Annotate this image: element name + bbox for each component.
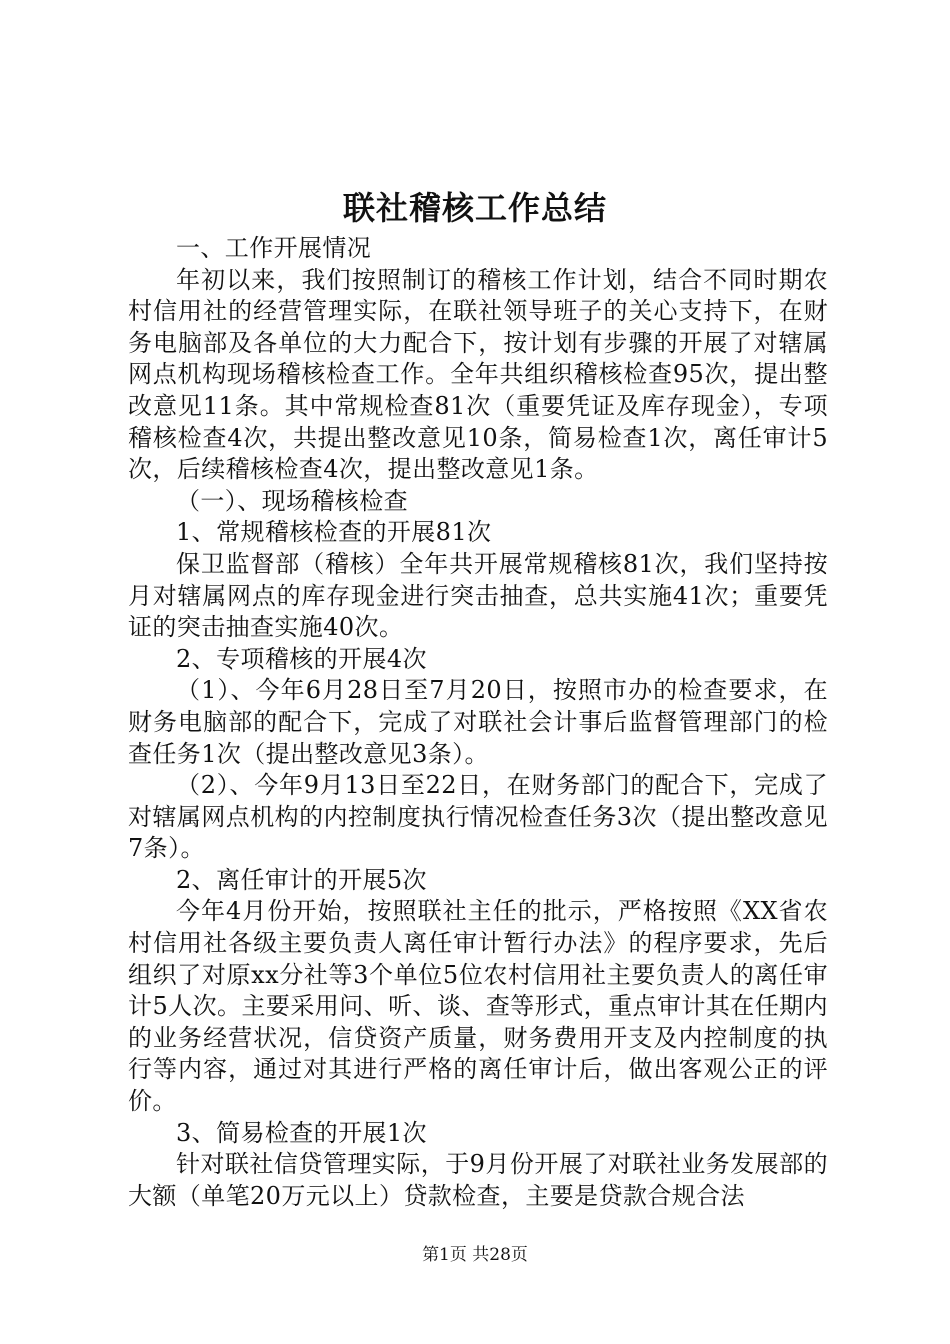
document-title: 联社稽核工作总结	[342, 189, 607, 227]
body-paragraph: 年初以来，我们按照制订的稽核工作计划，结合不同时期农村信用社的经营管理实际，在联社领导班子的关心支持下，在财务电脑部及各单位的大力配合下，按计划有步骤的开展了对辖属网点机构现场稽核检查工作。全年共组织稽核检查95次，提出整改意见11条。其中常规检查81次（重要凭证及库存现金），专项稽核检查4次，共提出整改意见10条，简易检查1次，离任审计5次，后续稽核检查4次，提出整改意见1条。	[128, 265, 828, 484]
item-heading: 2、离任审计的开展5次	[176, 865, 427, 894]
body-paragraph: （2）、今年9月13日至22日，在财务部门的配合下，完成了对辖属网点机构的内控制度执行情况检查任务3次（提出整改意见7条）。	[128, 771, 828, 863]
body-paragraph: 针对联社信贷管理实际，于9月份开展了对联社业务发展部的大额（单笔20万元以上）贷款检查，主要是贷款合规合法	[128, 1150, 828, 1210]
section-heading: 一、工作开展情况	[176, 234, 372, 262]
document-body	[128, 233, 828, 1212]
body-paragraph: 保卫监督部（稽核）全年共开展常规稽核81次，我们坚持按月对辖属网点的库存现金进行突击抽查，总共实施41次；重要凭证的突击抽查实施40次。	[128, 549, 828, 642]
body-paragraph: （1）、今年6月28日至7月20日，按照市办的检查要求，在财务电脑部的配合下，完成了对联社会计事后监督管理部门的检查任务1次（提出整改意见3条）。	[128, 676, 828, 768]
body-paragraph: 今年4月份开始，按照联社主任的批示，严格按照《XX省农村信用社各级主要负责人离任审计暂行办法》的程序要求，先后组织了对原xx分社等3个单位5位农村信用社主要负责人的离任审计5人次。主要采用问、听、谈、查等形式，重点审计其在任期内的业务经营状况，信贷资产质量，财务费用开支及内控制度的执行等内容，通过对其进行严格的离任审计后，做出客观公正的评价。	[128, 897, 828, 1116]
item-heading: 3、简易检查的开展1次	[176, 1118, 427, 1147]
page-number-footer: 第1页 共28页	[422, 1245, 528, 1265]
item-heading: 2、专项稽核的开展4次	[176, 644, 427, 673]
subsection-heading: （一）、现场稽核检查	[176, 486, 408, 515]
item-heading: 1、常规稽核检查的开展81次	[176, 518, 492, 547]
